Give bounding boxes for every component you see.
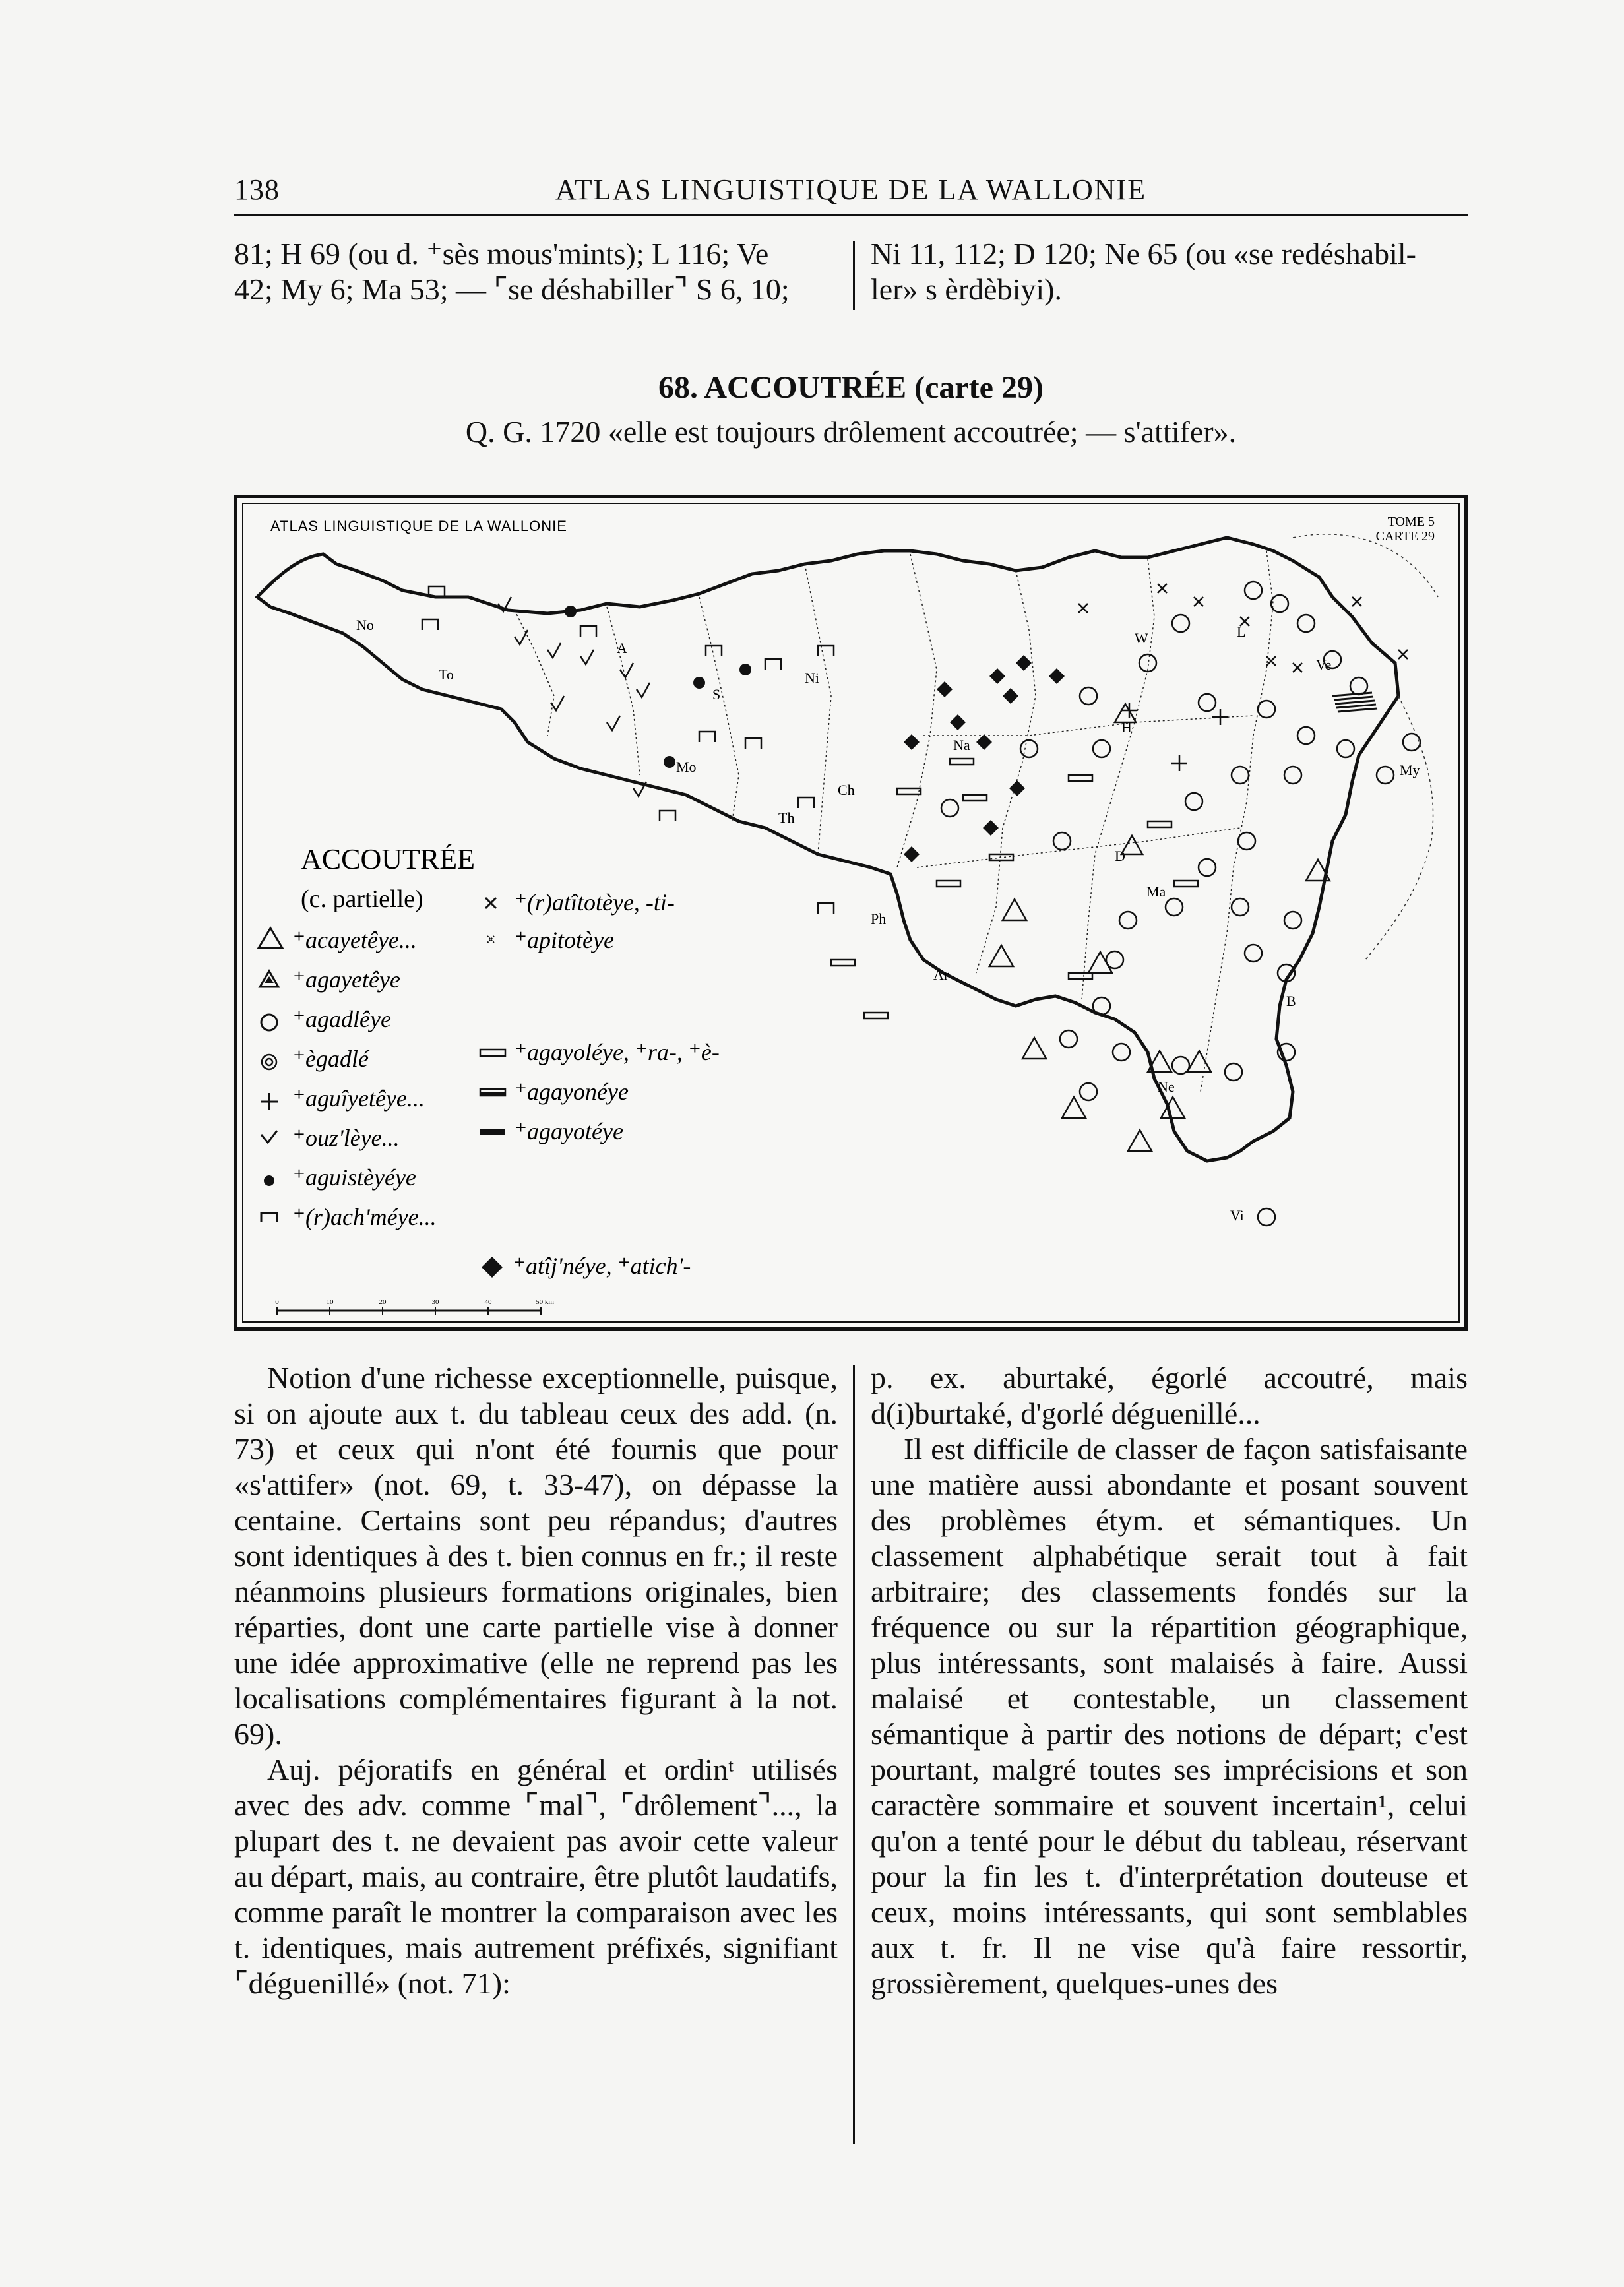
map-filled-symbols: [565, 606, 1065, 862]
map-circle-symbol: [1053, 832, 1071, 850]
legend-text-atitoteye: ⁺(r)atîtotèye, -ti-: [515, 889, 675, 916]
map-bar-symbol: [1069, 973, 1092, 979]
map-circle-symbol: [1093, 997, 1110, 1015]
map-bracket-symbol: [765, 659, 781, 670]
map-circle-symbol: [1258, 1208, 1275, 1226]
map-check-symbol: [580, 650, 594, 664]
column-divider-body: [853, 1365, 855, 2144]
region-label-mo: Mo: [676, 759, 697, 775]
map-scale-bar: [275, 1298, 554, 1315]
map-inner-frame: [243, 503, 1459, 1322]
map-bar-symbol: [1069, 775, 1092, 781]
map-circle-symbol: [1297, 615, 1315, 632]
region-label-to: To: [439, 666, 454, 683]
legend-text-aguiyeteye: ⁺aguîyetêye...: [293, 1085, 425, 1112]
map-diamond-symbol: [904, 734, 920, 750]
region-label-a: A: [617, 640, 627, 656]
map-carte: CARTE 29: [1375, 529, 1435, 544]
map-circle-symbol: [1284, 767, 1301, 784]
map-check-symbol: [515, 630, 528, 644]
map-bar-symbol: [1174, 881, 1198, 887]
map-circle-symbol: [1225, 1063, 1242, 1081]
map-circle-symbol: [1113, 1044, 1130, 1061]
double-circle-icon: [262, 1055, 276, 1069]
map-circle-symbol: [1060, 1030, 1077, 1048]
map-cross-symbol: [1266, 656, 1276, 666]
map-plus-symbol: [1212, 709, 1228, 725]
map-canvas: [237, 498, 1464, 1327]
legend-text-atijneye: ⁺atîj'néye, ⁺atich'-: [513, 1253, 691, 1279]
check-icon: [261, 1131, 277, 1143]
intro-left: [234, 236, 838, 307]
map-check-symbol: [547, 643, 561, 658]
intro-right-line1: Ni 11, 112; D 120; Ne 65 (ou «se redéshabil-: [871, 237, 1416, 270]
triangle-icon: [259, 928, 282, 948]
region-label-w: W: [1135, 630, 1148, 646]
map-circle-symbol: [1080, 687, 1097, 705]
scale-label: 30: [431, 1298, 439, 1306]
map-circle-symbol: [1119, 912, 1137, 929]
body-right-paragraph-1: p. ex. aburtaké, égorlé accoutré, mais d(i)burtaké, d'gorlé déguenillé...: [871, 1361, 1468, 1430]
map-diamond-symbol: [1009, 780, 1025, 796]
map-diamond-symbol: [937, 681, 953, 697]
page-number: 138: [234, 173, 280, 206]
map-bar-symbol: [897, 788, 921, 794]
map-cross-symbol: [1398, 650, 1408, 659]
intro-right-line2: ler» s èrdèbiyi).: [871, 272, 1062, 306]
map-cross-symbol: [1293, 663, 1302, 672]
map-circle-symbol: [1185, 793, 1202, 810]
map-bracket-symbol: [422, 619, 438, 630]
open-bar-icon: [480, 1050, 505, 1056]
region-label-l: L: [1237, 623, 1246, 640]
map-dot-symbol: [664, 756, 675, 768]
map-bar-symbol: [950, 759, 974, 765]
map-bar-symbol: [1148, 821, 1171, 827]
map-bracket-symbol: [745, 738, 761, 749]
map-circle-symbol: [1271, 595, 1288, 612]
map-circle-symbol: [1093, 740, 1110, 757]
legend-text-egadle: ⁺ègadlé: [293, 1046, 369, 1072]
dialect-map: [234, 495, 1468, 1331]
map-bar-symbol: [937, 881, 960, 887]
legend-left-texts: [293, 927, 437, 1230]
region-label-d: D: [1115, 848, 1125, 864]
section-question: Q. G. 1720 «elle est toujours drôlement accoutrée; — s'attifer».: [465, 415, 1237, 449]
map-circle-symbol: [1258, 701, 1275, 718]
small-cross-icon: [487, 936, 494, 943]
body-left-paragraph-2: Auj. péjoratifs en général et ordinᵗ utilisés avec des adv. comme ⌜mal⌝, ⌜drôlement⌝..., la plupart des t. ne devaient pas avoir cette valeur au départ, mais, au contraire, être plutôt laudatifs, comme paraît le montrer la comparaison avec les t. identiques, mais autrement préfixés, signifiant ⌜déguenillé» (not. 71):: [234, 1753, 838, 2000]
bracket-icon: [261, 1213, 277, 1222]
map-plus-symbol: [1171, 755, 1187, 771]
map-circle-symbol: [1172, 615, 1189, 632]
map-circle-symbol: [941, 799, 958, 817]
hatched-area: [1332, 693, 1377, 712]
legend-text-agayoneye: ⁺agayonéye: [515, 1079, 629, 1105]
map-cross-symbol: [1194, 597, 1203, 606]
map-triangle-symbol: [1022, 1038, 1046, 1059]
legend-right-texts: [515, 889, 720, 1144]
scale-label: 10: [326, 1298, 334, 1306]
map-legend: [259, 843, 720, 1279]
running-header: [234, 173, 1468, 216]
double-circle-inner: [266, 1059, 272, 1065]
body-right-column: [871, 1360, 1468, 2001]
scale-label: 40: [484, 1298, 492, 1306]
region-label-na: Na: [953, 737, 970, 753]
legend-text-agayoteye: ⁺agayotéye: [515, 1118, 623, 1144]
circle-icon: [261, 1015, 277, 1030]
plus-icon: [261, 1093, 278, 1110]
map-bar-symbol: [831, 960, 855, 966]
map-circle-symbol: [1377, 767, 1394, 784]
map-dot-symbol: [693, 677, 705, 689]
column-divider-top: [853, 241, 855, 310]
map-cross-symbol: [1158, 584, 1167, 593]
region-label-b: B: [1286, 993, 1296, 1009]
map-circle-symbol: [1403, 734, 1420, 751]
body-left-column: [234, 1360, 838, 2001]
region-label-th: Th: [778, 809, 795, 826]
legend-text-agadleye: ⁺agadlêye: [293, 1006, 391, 1032]
map-bracket-symbol: [818, 646, 834, 656]
intro-right: [871, 236, 1468, 307]
map-circle-symbol: [1199, 859, 1216, 876]
map-atlas-label: ATLAS LINGUISTIQUE DE LA WALLONIE: [270, 518, 567, 534]
map-circle-symbol: [1232, 898, 1249, 916]
running-title: ATLAS LINGUISTIQUE DE LA WALLONIE: [555, 173, 1147, 206]
map-circle-symbol: [1020, 740, 1038, 757]
map-triangle-symbol: [1187, 1051, 1211, 1072]
map-diamond-symbol: [983, 820, 999, 836]
scale-label: 0: [275, 1298, 279, 1306]
region-label-my: My: [1400, 762, 1420, 778]
half-bar-fill: [480, 1092, 505, 1096]
map-diamond-symbol: [1016, 655, 1032, 671]
diamond-icon: [482, 1257, 503, 1278]
map-circle-symbol: [1284, 912, 1301, 929]
legend-text-agayoleye: ⁺agayoléye, ⁺ra-, ⁺è-: [515, 1039, 720, 1065]
map-diamond-symbol: [1049, 668, 1065, 684]
map-tome: TOME 5: [1387, 515, 1435, 529]
region-label-ch: Ch: [838, 782, 855, 798]
section-title: 68. ACCOUTRÉE (carte 29): [658, 370, 1044, 405]
map-diamond-symbol: [989, 668, 1005, 684]
body-right-paragraph-2: Il est difficile de classer de façon satisfaisante une matière aussi abondante et posant souvent des problèmes étym. et sémantiques. Un classement alphabétique serait tout à fait arbitraire; des classements fondés sur la fréquence ou sur la répartition géographique, plus intéressants, sont malaisés à faire. Aussi malaisé et contestable, un classement sémantique à partir des notions de départ; c'est pourtant, malgré toutes ses imprécisions et son caractère sommaire et souvent incertain¹, celui qu'on a tenté pour le début du tableau, réservant pour la fin les t. d'interprétation douteuse et ceux, moins intéressants, qui sont semblables aux t. fr. Il ne vise qu'à faire ressortir, grossièrement, quelques-unes des: [871, 1432, 1468, 2000]
map-triangle-symbol: [989, 945, 1013, 966]
map-circle-symbol: [1080, 1083, 1097, 1100]
map-circle-symbol: [1232, 767, 1249, 784]
legend-title: ACCOUTRÉE: [301, 843, 475, 875]
legend-text-acayeteye: ⁺acayetêye...: [293, 927, 417, 953]
map-bracket-symbol: [699, 732, 715, 742]
region-label-ar: Ar: [933, 966, 949, 983]
map-plus-symbol: [1121, 703, 1137, 718]
region-label-no: No: [356, 617, 374, 633]
region-label-ve: Ve: [1316, 656, 1332, 673]
map-triangle-symbol: [1128, 1130, 1152, 1151]
map-bracket-symbol: [798, 798, 814, 808]
region-label-ma: Ma: [1146, 883, 1166, 900]
map-cross-symbol: [1352, 597, 1361, 606]
scale-label: 20: [379, 1298, 387, 1306]
legend-text-agayeteye: ⁺agayetêye: [293, 966, 400, 993]
dot-icon: [264, 1175, 274, 1186]
map-cross-symbol: [1078, 604, 1088, 613]
scale-label: 50 km: [536, 1298, 554, 1306]
map-bracket-symbol: [818, 903, 834, 914]
legend-text-rachmeye: ⁺(r)ach'méye...: [293, 1204, 437, 1230]
map-check-symbol: [607, 716, 620, 730]
map-circle-symbol: [1199, 694, 1216, 711]
map-circle-symbol: [1245, 582, 1262, 599]
map-circle-symbol: [1245, 945, 1262, 962]
region-label-h: H: [1121, 719, 1132, 736]
intro-left-line1: 81; H 69 (ou d. ⁺sès mous'mints); L 116; Ve: [234, 237, 769, 270]
map-diamond-symbol: [904, 846, 920, 862]
region-label-ni: Ni: [805, 670, 819, 686]
region-label-vi: Vi: [1230, 1207, 1244, 1224]
map-circle-symbol: [1337, 740, 1354, 757]
map-bracket-symbol: [660, 811, 675, 821]
map-circle-symbol: [1238, 832, 1255, 850]
map-diamond-symbol: [976, 734, 992, 750]
region-label-s: S: [712, 686, 721, 703]
map-circle-symbol: [1350, 677, 1367, 695]
map-bracket-symbol: [706, 646, 722, 656]
map-bracket-symbol: [580, 626, 596, 637]
map-triangle-symbol: [1062, 1097, 1086, 1118]
region-label-ne: Ne: [1158, 1079, 1175, 1095]
map-circle-symbol: [1297, 727, 1315, 744]
map-check-symbol: [637, 683, 650, 697]
map-bar-symbol: [963, 795, 987, 801]
map-diamond-symbol: [950, 714, 966, 730]
map-dot-symbol: [565, 606, 577, 617]
legend-subtitle: (c. partielle): [301, 885, 423, 913]
legend-text-aguisteyeye: ⁺aguistèyéye: [293, 1164, 416, 1191]
map-circle-symbol: [1166, 898, 1183, 916]
map-bar-symbol: [864, 1013, 888, 1018]
intro-left-line2: 42; My 6; Ma 53; — ⌜se déshabiller⌝ S 6, 10;: [234, 272, 790, 306]
legend-text-ouzleye: ⁺ouz'lèye...: [293, 1125, 400, 1151]
filled-bar-icon: [480, 1129, 505, 1135]
body-left-paragraph-1: Notion d'une richesse exceptionnelle, puisque, si on ajoute aux t. du tableau ceux des add. (n. 73) et ceux qui n'ont été fournis que pour «s'attifer» (not. 69, t. 33-47), on dépasse la centaine. Certains sont peu répandus; d'autres sont identiques à des t. bien connus en fr.; il reste néanmoins plusieurs formations originales, bien réparties, dont une carte partielle vise à donner une idée approximative (elle ne reprend pas les localisations complémentaires figurant à la not. 69).: [234, 1361, 838, 1751]
map-dot-symbol: [739, 664, 751, 675]
map-diamond-symbol: [1003, 688, 1018, 704]
cross-icon: [485, 898, 496, 908]
map-triangle-symbol: [1003, 899, 1026, 920]
region-label-ph: Ph: [871, 910, 887, 927]
legend-text-apitoteye: ⁺apitotèye: [515, 927, 614, 953]
